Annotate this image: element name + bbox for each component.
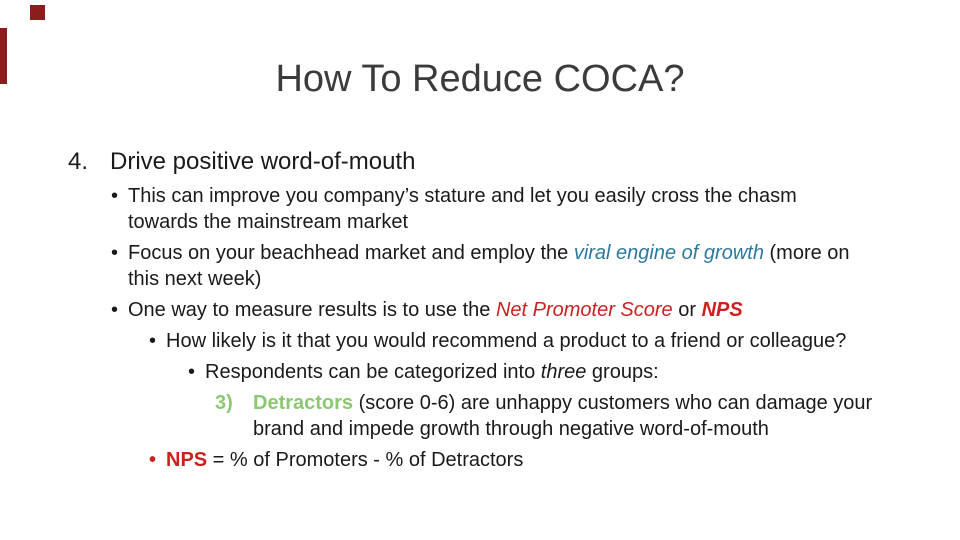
bullet-item xyxy=(0,447,950,473)
text-segment: (more on xyxy=(763,242,850,264)
text-segment: NPS xyxy=(166,449,208,471)
text-segment: brand and impede growth through negative word-of-mouth xyxy=(253,418,769,440)
bullet-item xyxy=(0,297,950,323)
bullet-item xyxy=(0,240,950,292)
section-heading xyxy=(68,147,415,177)
slide-title: How To Reduce COCA? xyxy=(275,58,685,100)
text-segment: One way to measure results is to use the xyxy=(128,299,496,321)
bullet-marker: • xyxy=(188,361,196,383)
corner-accent-square xyxy=(30,5,45,20)
section-heading-text: Drive positive word-of-mouth xyxy=(110,148,416,175)
bullet-marker: • xyxy=(111,242,119,264)
text-segment: three xyxy=(540,361,587,383)
text-segment: Net Promoter Score xyxy=(495,299,673,321)
text-segment: groups: xyxy=(586,361,659,383)
text-segment: Respondents can be categorized into xyxy=(205,361,541,383)
text-segment: = % of Promoters - % of Detractors xyxy=(207,449,524,471)
bullet-marker: • xyxy=(149,330,157,352)
bullet-marker: • xyxy=(111,299,119,321)
text-segment: (score 0-6) are unhappy customers who can damage your xyxy=(353,392,873,414)
bullet-marker: 3) xyxy=(215,392,233,414)
text-segment: NPS xyxy=(701,299,743,321)
text-segment: Focus on your beachhead market and employ the xyxy=(128,242,574,264)
text-segment: this next week) xyxy=(128,268,262,290)
bullet-list xyxy=(0,183,950,478)
bullet-item xyxy=(0,183,950,235)
text-segment: This can improve you company’s stature and let you easily cross the chasm xyxy=(128,185,797,207)
text-segment: or xyxy=(672,299,702,321)
bullet-item xyxy=(0,359,950,385)
text-segment: How likely is it that you would recommend a product to a friend or colleague? xyxy=(166,330,847,352)
section-heading-number: 4. xyxy=(68,148,89,175)
text-segment: towards the mainstream market xyxy=(128,211,409,233)
bullet-item xyxy=(0,328,950,354)
text-segment: Detractors xyxy=(253,392,354,414)
bullet-item xyxy=(0,390,950,442)
bullet-marker: • xyxy=(149,449,157,471)
text-segment: viral engine of growth xyxy=(573,242,764,264)
bullet-marker: • xyxy=(111,185,119,207)
